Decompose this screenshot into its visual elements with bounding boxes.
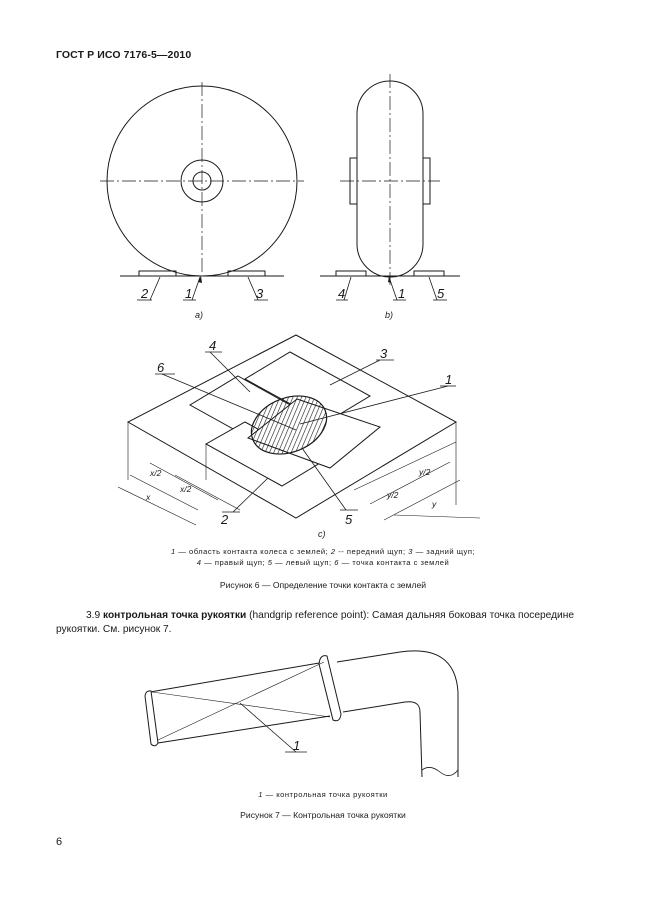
label-c-4: 4 xyxy=(209,338,217,353)
label-a-1: 1 xyxy=(185,286,193,301)
grip-collar xyxy=(319,656,341,721)
dim-x-half-1: x/2 xyxy=(150,468,162,478)
label-b-5: 5 xyxy=(437,286,445,301)
dim-x: x xyxy=(146,492,151,502)
dim-y: y xyxy=(432,499,437,509)
left-probe-b xyxy=(414,271,444,276)
label-c-1: 1 xyxy=(445,372,453,387)
figure-7-handgrip xyxy=(0,640,646,790)
figure-6-view-c xyxy=(0,330,646,550)
label-a-2: 2 xyxy=(141,286,149,301)
figure-6-views-ab xyxy=(0,0,646,330)
front-probe-a xyxy=(139,271,176,276)
grip-end-cap xyxy=(145,691,158,746)
document-header: ГОСТ Р ИСО 7176-5—2010 xyxy=(56,49,192,61)
section-3-9 xyxy=(56,609,596,637)
section-number: 3.9 xyxy=(86,610,103,621)
figure-7-label-1: 1 xyxy=(293,738,301,753)
figure-6-caption: Рисунок 6 — Определение точки контакта с землей xyxy=(219,580,427,590)
rear-probe-a xyxy=(228,271,265,276)
figure-6-legend xyxy=(0,546,646,568)
dim-x-half-2: x/2 xyxy=(180,484,192,494)
figure-7-legend: 1 — контрольная точка рукоятки xyxy=(258,790,388,799)
section-term: контрольная точка рукоятки xyxy=(103,610,247,621)
label-c-2: 2 xyxy=(221,512,229,527)
label-c-5: 5 xyxy=(345,512,353,527)
legend-line-2: 4 — правый щуп; 5 — левый щуп; 6 — точка контакта с землей xyxy=(196,558,450,567)
label-a-3: 3 xyxy=(256,286,264,301)
dim-y-half-1: y/2 xyxy=(419,467,431,477)
label-c-3: 3 xyxy=(380,346,388,361)
figure-7-caption: Рисунок 7 — Контрольная точка рукоятки xyxy=(240,810,406,820)
right-probe-b xyxy=(336,271,366,276)
label-b-1: 1 xyxy=(398,286,406,301)
label-b-4: 4 xyxy=(338,286,346,301)
section-definition: (handgrip reference point): Самая дальняя боковая точка посередине рукоятки. См. рисунок 7. xyxy=(56,610,575,635)
caption-c: c) xyxy=(318,529,326,539)
legend-line-1: 1 — область контакта колеса с землей; 2 -- передний щуп; 3 — задний щуп; xyxy=(170,547,476,556)
dim-y-half-2: y/2 xyxy=(387,490,399,500)
caption-a: a) xyxy=(195,310,204,320)
page-number: 6 xyxy=(56,836,63,848)
label-c-6: 6 xyxy=(157,360,165,375)
caption-b: b) xyxy=(385,310,394,320)
